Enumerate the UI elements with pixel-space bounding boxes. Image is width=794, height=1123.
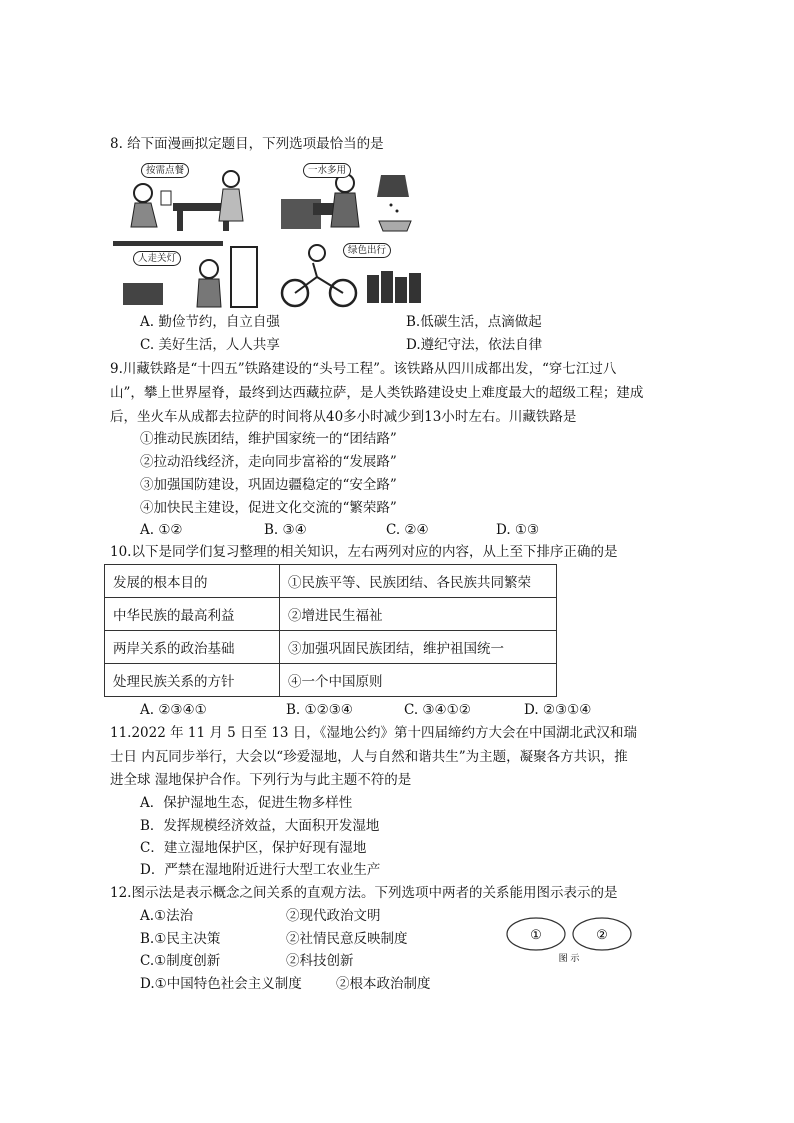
table-row: [105, 565, 557, 598]
q9-stem-line2: 山”，攀上世界屋脊，最终到达西藏拉萨，是人类铁路建设史上难度最大的超级工程；建成: [110, 385, 644, 401]
q9-item-4: ④加快民主建设，促进文化交流的“繁荣路”: [140, 500, 397, 516]
q10-option-d[interactable]: D. ②③①④: [524, 702, 592, 718]
q11-option-c[interactable]: C．建立湿地保护区，保护好现有湿地: [140, 840, 367, 856]
q11-stem-line3: 进全球 湿地保护合作。下列行为与此主题不符的是: [110, 772, 412, 788]
caption-ordering: 按需点餐: [141, 163, 189, 178]
q8-option-d[interactable]: D.遵纪守法，依法自律: [406, 337, 543, 353]
caption-water: 一水多用: [303, 163, 351, 178]
table-cell-right: ②增进民生福祉: [280, 598, 557, 631]
q11-option-d[interactable]: D．严禁在湿地附近进行大型工农业生产: [140, 862, 381, 878]
caption-lights: 人走关灯: [133, 251, 181, 266]
q9-item-2: ②拉动沿线经济，走向同步富裕的“发展路”: [140, 454, 397, 470]
q12-option-c-first[interactable]: C.①制度创新: [140, 953, 221, 969]
q10-option-c[interactable]: C. ③④①②: [404, 702, 471, 718]
q9-option-a[interactable]: A. ①②: [140, 522, 183, 538]
table-cell-left: 中华民族的最高利益: [105, 598, 280, 631]
q12-option-c-second: ②科技创新: [286, 953, 354, 969]
diagram-caption: 图 示: [558, 954, 580, 964]
table-row: [105, 598, 557, 631]
table-cell-left: 发展的根本目的: [105, 565, 280, 598]
separate-circles-icon: [505, 915, 635, 965]
q11-stem-line1: 11.2022 年 11 月 5 日至 13 日，《湿地公约》第十四届缔约方大会在中国湖北武汉和瑞: [110, 725, 638, 741]
q8-option-a[interactable]: A. 勤俭节约，自立自强: [140, 314, 280, 330]
cartoon-panel-lights: [112, 238, 264, 310]
q12-option-b-second: ②社情民意反映制度: [286, 931, 408, 947]
q9-item-3: ③加强国防建设，巩固边疆稳定的“安全路”: [140, 477, 397, 493]
cartoon-panel-water: [272, 160, 424, 234]
q8-option-c[interactable]: C. 美好生活，人人共享: [140, 337, 280, 353]
q12-venn-diagram: [505, 915, 635, 965]
circle-label-1: ①: [530, 928, 542, 943]
q8-stem: 8. 给下面漫画拟定题目，下列选项最恰当的是: [110, 136, 384, 152]
q12-option-a-first[interactable]: A.①法治: [140, 908, 194, 924]
q12-option-b-first[interactable]: B.①民主决策: [140, 931, 221, 947]
lights-off-scene-icon: [113, 239, 263, 309]
q9-option-d[interactable]: D. ①③: [496, 522, 540, 538]
q9-stem-line1: 9.川藏铁路是“十四五”铁路建设的“头号工程”。该铁路从四川成都出发，“穿七江过八: [110, 361, 617, 377]
q12-stem: 12.图示法是表示概念之间关系的直观方法。下列选项中两者的关系能用图示表示的是: [110, 885, 618, 901]
circle-label-2: ②: [596, 928, 608, 943]
q11-option-a[interactable]: A．保护湿地生态，促进生物多样性: [140, 795, 353, 811]
table-cell-left: 两岸关系的政治基础: [105, 631, 280, 664]
table-cell-right: ④一个中国原则: [280, 664, 557, 697]
q9-option-c[interactable]: C. ②④: [386, 522, 429, 538]
q10-stem: 10.以下是同学们复习整理的相关知识，左右两列对应的内容，从上至下排序正确的是: [110, 544, 618, 560]
q11-option-b[interactable]: B．发挥规模经济效益，大面积开发湿地: [140, 818, 380, 834]
q10-relation-table: [104, 564, 557, 697]
q11-stem-line2: 士日 内瓦同步举行，大会以“珍爱湿地，人与自然和谐共生”为主题，凝聚各方共识，推: [110, 749, 628, 765]
q12-option-a-second: ②现代政治文明: [286, 908, 381, 924]
table-cell-left: 处理民族关系的方针: [105, 664, 280, 697]
table-row: [105, 631, 557, 664]
cartoon-panel-cycling: [272, 238, 424, 310]
table-cell-right: ③加强巩固民族团结，维护祖国统一: [280, 631, 557, 664]
q8-option-b[interactable]: B.低碳生活，点滴做起: [406, 314, 542, 330]
table-cell-right: ①民族平等、民族团结、各民族共同繁荣: [280, 565, 557, 598]
q10-option-a[interactable]: A. ②③④①: [140, 702, 207, 718]
cartoon-panel-ordering: [112, 160, 264, 234]
q12-option-d-second: ②根本政治制度: [336, 976, 431, 992]
caption-cycling: 绿色出行: [343, 243, 391, 258]
table-row: [105, 664, 557, 697]
q9-item-1: ①推动民族团结，维护国家统一的“团结路”: [140, 431, 397, 447]
q12-option-d-first[interactable]: D.①中国特色社会主义制度: [140, 976, 302, 992]
q10-option-b[interactable]: B. ①②③④: [286, 702, 353, 718]
q9-option-b[interactable]: B. ③④: [264, 522, 307, 538]
q9-stem-line3: 后，坐火车从成都去拉萨的时间将从40多小时减少到13小时左右。川藏铁路是: [110, 409, 577, 425]
q8-cartoon: [112, 160, 424, 308]
